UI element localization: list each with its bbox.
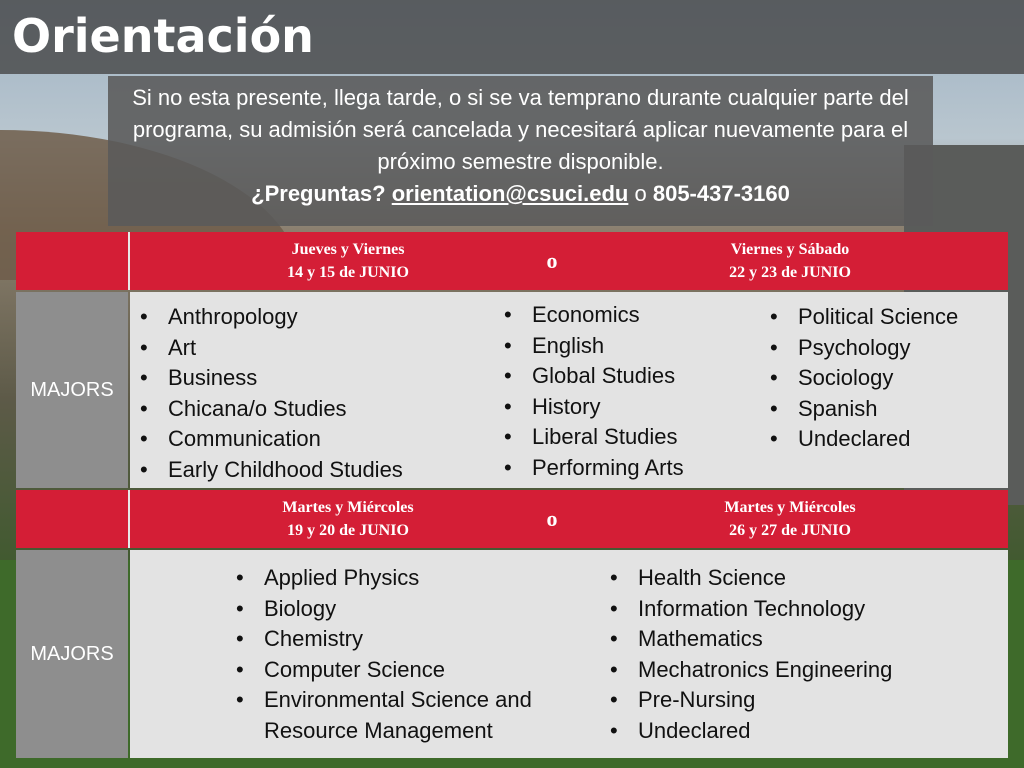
major-list-item: • Communication [130, 424, 403, 455]
section1-header-row [16, 232, 1008, 290]
notice-text: Si no esta presente, llega tarde, o si se va temprano durante cualquier parte del programa, su admisión será cancelada y necesitará aplicar nuevamente para el próximo semestre disponible. [132, 85, 909, 174]
section1-majors-row [16, 292, 1008, 488]
major-list-item: • Spanish [760, 394, 958, 425]
contact-or: o [634, 181, 647, 206]
major-list-item: • Biology [226, 594, 546, 625]
section1-right-days: Viernes y Sábado [730, 241, 850, 258]
major-list-item: • Business [130, 363, 403, 394]
section1-list-col2 [494, 300, 684, 484]
title-bar [0, 0, 1024, 74]
section2-left-dates [130, 490, 566, 548]
section2-right-dates [572, 490, 1008, 548]
contact-line [108, 178, 933, 210]
section1-right-dates [572, 232, 1008, 290]
slide-title: Orientación [12, 9, 314, 63]
major-list-item: • Pre-Nursing [600, 685, 892, 716]
section1-left-days: Jueves y Viernes [291, 241, 405, 258]
section1-majors-label: MAJORS [16, 292, 128, 488]
section1-right-date: 22 y 23 de JUNIO [729, 264, 851, 281]
major-list-item: • Mathematics [600, 624, 892, 655]
notice-box [108, 76, 933, 226]
section2-list-col1 [226, 563, 546, 747]
section1-left-dates [130, 232, 566, 290]
major-list-item: • Information Technology [600, 594, 892, 625]
section2-right-days: Martes y Miércoles [724, 499, 856, 516]
section2-left-days: Martes y Miércoles [282, 499, 414, 516]
major-list-item: • Undeclared [600, 716, 892, 747]
phone-number: 805-437-3160 [652, 181, 790, 206]
major-list-item: • Applied Physics [226, 563, 546, 594]
section1-list-col3 [760, 302, 958, 455]
major-list-item: • Anthropology [130, 302, 403, 333]
section2-majors-row [16, 550, 1008, 758]
section2-list-col2 [600, 563, 892, 747]
schedule-table [16, 232, 1008, 758]
major-list-item: • Psychology [760, 333, 958, 364]
major-list-item: • Computer Science [226, 655, 546, 686]
section1-list-col1 [130, 302, 403, 486]
major-list-item: • Liberal Studies [494, 422, 684, 453]
section2-majors-body [130, 550, 1008, 758]
section2-or: o [546, 506, 558, 531]
major-list-item: • Political Science [760, 302, 958, 333]
major-list-item: • Health Science [600, 563, 892, 594]
major-list-item: • Sociology [760, 363, 958, 394]
section1-left-date: 14 y 15 de JUNIO [287, 264, 409, 281]
major-list-item: • Performing Arts [494, 453, 684, 484]
major-list-item: • Mechatronics Engineering [600, 655, 892, 686]
major-list-item: • Environmental Science and Resource Management [226, 685, 546, 746]
questions-label: ¿Preguntas? [251, 181, 386, 206]
section2-right-date: 26 y 27 de JUNIO [729, 522, 851, 539]
major-list-item: • Chicana/o Studies [130, 394, 403, 425]
major-list-item: • Undeclared [760, 424, 958, 455]
section1-or: o [546, 248, 558, 273]
section1-majors-body [130, 292, 1008, 488]
major-list-item: • Art [130, 333, 403, 364]
section2-majors-label: MAJORS [16, 550, 128, 758]
section2-header-row [16, 490, 1008, 548]
major-list-item: • Early Childhood Studies [130, 455, 403, 486]
major-list-item: • English [494, 331, 684, 362]
section2-left-date: 19 y 20 de JUNIO [287, 522, 409, 539]
major-list-item: • History [494, 392, 684, 423]
major-list-item: • Chemistry [226, 624, 546, 655]
major-list-item: • Global Studies [494, 361, 684, 392]
major-list-item: • Economics [494, 300, 684, 331]
email-link[interactable]: orientation@csuci.edu [391, 181, 629, 206]
